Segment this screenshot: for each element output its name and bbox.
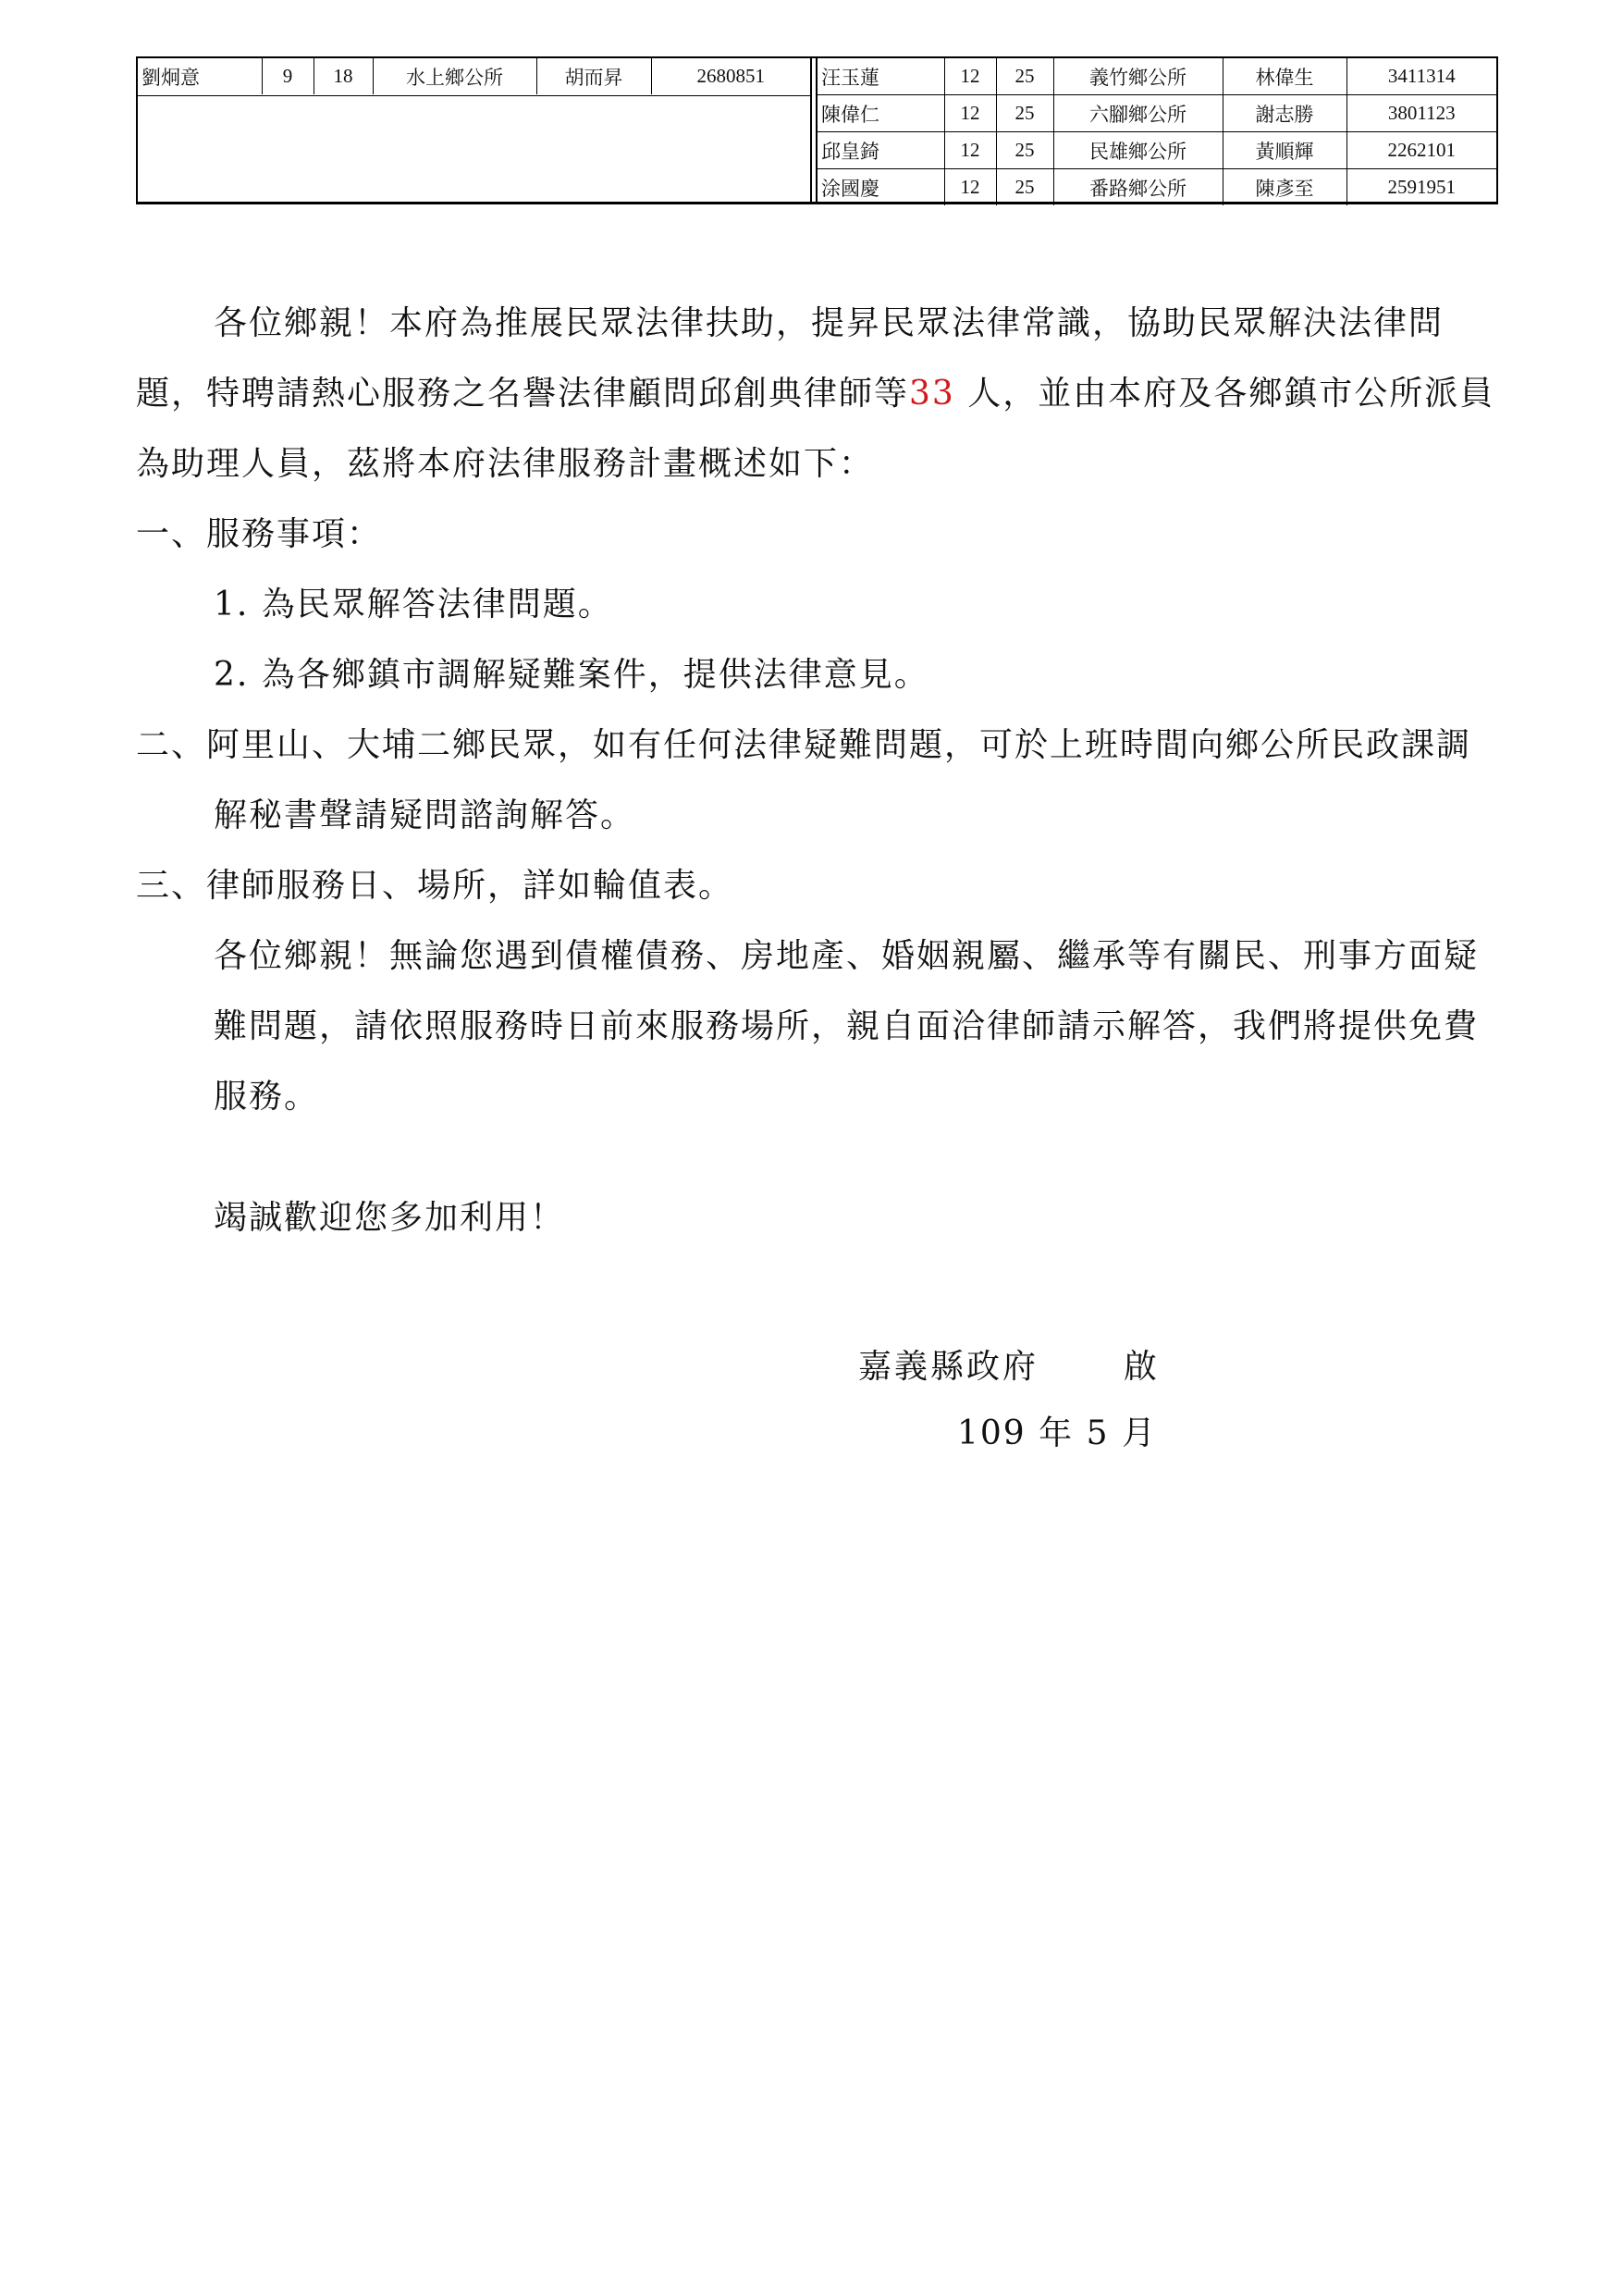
phone: 2680851	[696, 65, 765, 87]
assistant: 謝志勝	[1223, 95, 1346, 132]
assistant: 黃順輝	[1223, 132, 1346, 169]
time-start: 9	[262, 58, 314, 94]
item3-paragraph: 各位鄉親！無論您遇到債權債務、房地產、婚姻親屬、繼承等有關民、刑事方面疑難問題，請依照服務時日前來服務場所，親自面洽律師請示解答，我們將提供免費服務。	[214, 937, 1480, 1116]
venue: 義竹鄉公所	[1053, 58, 1223, 95]
intro-text-b: 人，並由本府及各鄉鎮市公所派員為助理人員，茲將本府法律服務計畫概述如下：	[136, 375, 1495, 483]
closing-line: 竭誠歡迎您多加利用！	[214, 1199, 566, 1237]
item1-sub2: 2. 為各鄉鎮市調解疑難案件，提供法律意見。	[214, 656, 929, 694]
intro-text-a: 各位鄉親！本府為推展民眾法律扶助，提昇民眾法律常識，協助民眾解決法律問題，特聘請熱心服務之名譽法律顧問邱創典律師等	[136, 304, 1445, 413]
assistant: 陳彥至	[1223, 169, 1346, 206]
spacer	[136, 1132, 1505, 1183]
item3: 三、律師服務日、場所，詳如輪值表。	[136, 867, 734, 905]
time-end: 25	[996, 132, 1053, 169]
schedule-right-half	[818, 58, 1496, 202]
issuing-organization: 嘉義縣政府	[858, 1348, 1039, 1386]
notice-body	[136, 289, 1505, 1253]
time-end: 25	[996, 169, 1053, 206]
schedule-left-table	[138, 58, 810, 94]
signature-line	[858, 1339, 1160, 1395]
time-start: 12	[944, 95, 996, 132]
schedule-right-table	[818, 58, 1496, 205]
lawyer-name: 陳偉仁	[818, 95, 944, 132]
venue: 水上鄉公所	[373, 58, 536, 94]
issue-date: 109 年 5 月	[957, 1414, 1157, 1452]
schedule-left-half	[138, 58, 810, 202]
assistant: 胡而昇	[536, 58, 651, 94]
venue: 民雄鄉公所	[1053, 132, 1223, 169]
time-end: 25	[996, 95, 1053, 132]
lawyer-name: 邱皇錡	[818, 132, 944, 169]
table-row	[818, 95, 1496, 132]
signature-qi: 啟	[1124, 1348, 1161, 1386]
lawyer-name: 汪玉蓮	[818, 58, 944, 95]
lawyer-name: 劉炯意	[138, 58, 262, 94]
table-row	[818, 58, 1496, 95]
time-start: 12	[944, 132, 996, 169]
time-start: 12	[944, 169, 996, 206]
phone: 2591951	[1387, 176, 1456, 198]
table-row	[818, 132, 1496, 169]
table-divider	[810, 58, 818, 202]
time-end: 18	[314, 58, 373, 94]
item1-title: 一、服務事項：	[136, 515, 383, 553]
assistant: 林偉生	[1223, 58, 1346, 95]
duty-schedule-table	[136, 56, 1498, 204]
blank-cell	[138, 95, 810, 204]
phone: 3411314	[1346, 58, 1496, 95]
table-row	[818, 169, 1496, 206]
time-start: 12	[944, 58, 996, 95]
item2: 二、阿里山、大埔二鄉民眾，如有任何法律疑難問題，可於上班時間向鄉公所民政課調解秘書聲請疑問諮詢解答。	[136, 726, 1472, 834]
phone: 3801123	[1346, 95, 1496, 132]
intro-paragraph	[136, 289, 1505, 500]
lawyer-count: 33	[909, 375, 955, 413]
table-row	[138, 58, 810, 94]
venue: 六腳鄉公所	[1053, 95, 1223, 132]
time-end: 25	[996, 58, 1053, 95]
lawyer-name: 涂國慶	[818, 169, 944, 206]
item1-sub1: 1. 為民眾解答法律問題。	[214, 586, 613, 623]
venue: 番路鄉公所	[1053, 169, 1223, 206]
phone: 2262101	[1346, 132, 1496, 169]
